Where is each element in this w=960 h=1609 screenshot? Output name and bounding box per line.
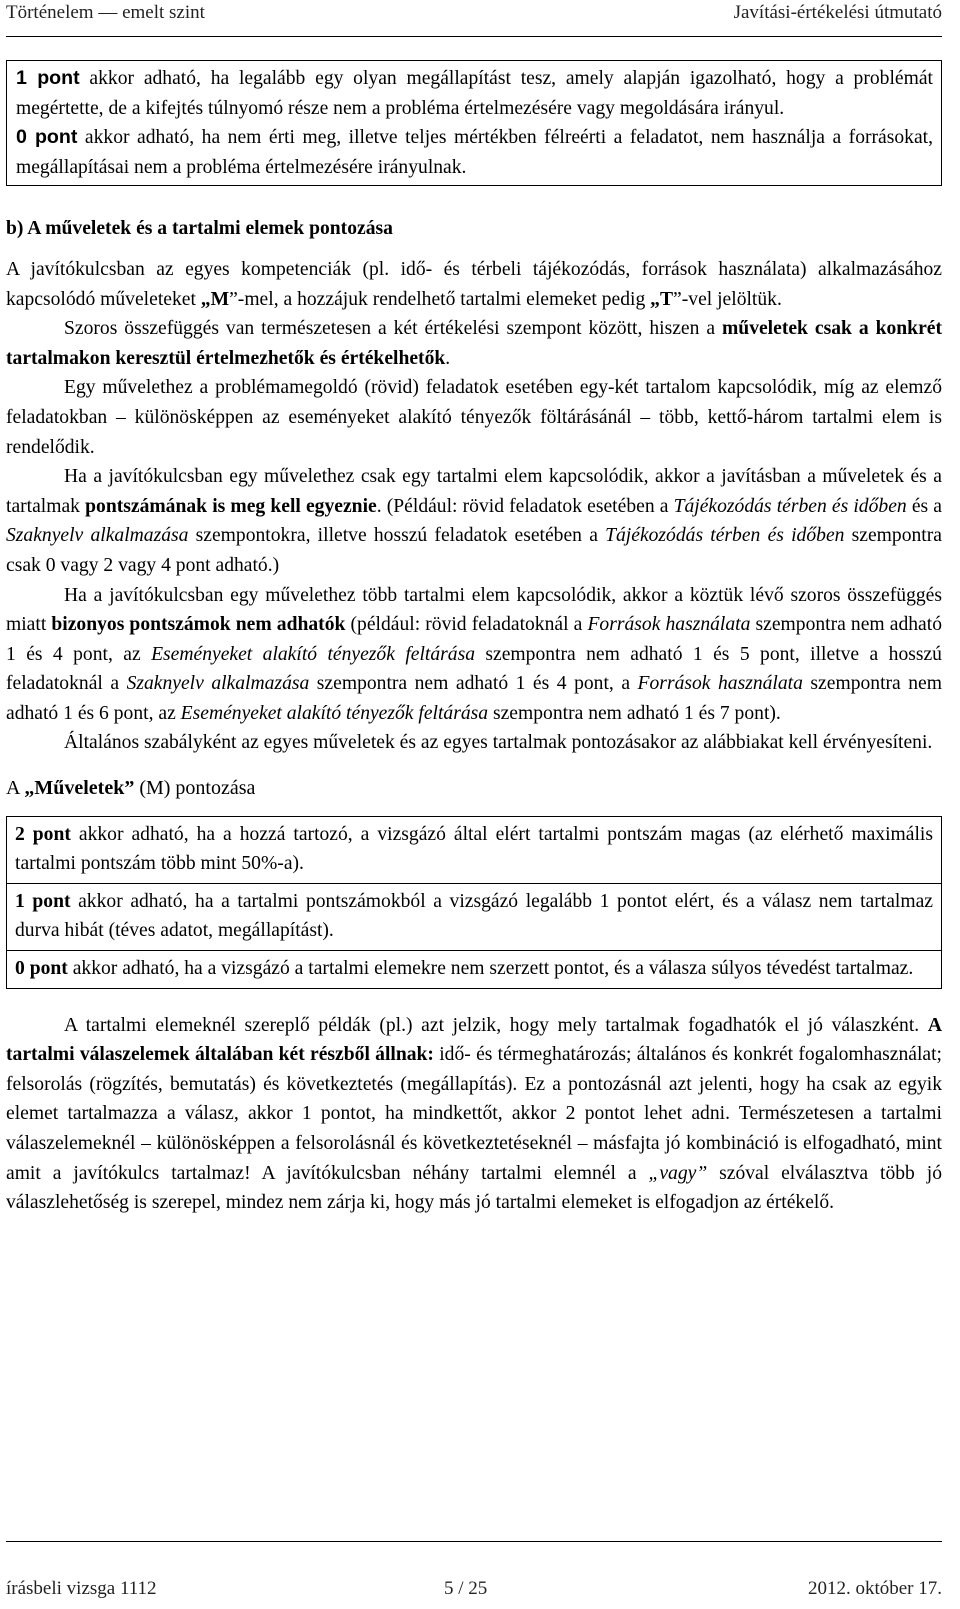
- scoring-0-point: 0 pont akkor adható, ha nem érti meg, illetve teljes mértékben félreérti a feladatot, nem használja a forrásokat, megállapításai nem a probléma értelmezésére irányulnak.: [16, 126, 933, 178]
- table-row: 2 pont akkor adható, ha a hozzá tartozó, a vizsgázó által elért tartalmi pontszám magas (az elérhető maximális tartalmi pontszám több mint 50%-a).: [7, 816, 942, 883]
- paragraph-general-rule: Általános szabályként az egyes műveletek és az egyes tartalmak pontozásakor az alábbiakat kell érvényesíteni.: [64, 732, 933, 754]
- operations-heading: A „Műveletek” (M) pontozása: [6, 777, 256, 800]
- page-footer: [6, 1541, 942, 1602]
- page-content: [6, 60, 942, 1218]
- table-row: 0 pont akkor adható, ha a vizsgázó a tartalmi elemekre nem szerzett pontot, és a válasza súlyos tévedést tartalmaz.: [7, 951, 942, 989]
- scoring-box-top: [6, 60, 942, 186]
- paragraph-single-element: Ha a javítókulcsban egy művelethez csak egy tartalmi elem kapcsolódik, akkor a javításban a műveletek és a tartalmak pontszámának is meg kell egyeznie. (Például: rövid feladatok esetében a Tájékozódás térben és időben és a Szaknyelv alkalmazása szempontokra, illetve hosszú feladatok esetében a Tájékozódás térben és időben szempontra csak 0 vagy 2 vagy 4 pont adható.): [6, 466, 942, 576]
- table-row: 1 pont akkor adható, ha a tartalmi pontszámokból a vizsgázó legalább 1 pontot elért, és a válasz nem tartalmaz durva hibát (téves adatot, megállapítást).: [7, 883, 942, 950]
- page-header: [6, 0, 942, 37]
- section-b-heading: b) A műveletek és a tartalmi elemek pontozása: [6, 218, 393, 240]
- header-subject: Történelem — emelt szint: [6, 2, 205, 23]
- footer-exam-id: írásbeli vizsga 1112: [6, 1578, 157, 1599]
- paragraph-content-examples: A tartalmi elemeknél szereplő példák (pl.) azt jelzik, hogy mely tartalmak fogadhatók el jó válaszként. A tartalmi válaszelemek általában két részből állnak: idő- és térmeghatározás; általános és konkrét fogalomhasználat; felsorolás (rögzítés, bemutatás) és következtetés (megállapítás). Ez a pontozásnál azt jelenti, hogy ha csak az egyik elemet tartalmazza a válasz, akkor 1 pontot, ha mindkettőt, akkor 2 pontot lehet adni. Természetesen a tartalmi válaszelemeknél – különösképpen a felsorolásnál és következtetéseknél – másfajta jó kombináció is elfogadható, mint amit a javítókulcs tartalmaz! A javítókulcsban néhány tartalmi elemnél a „vagy” szóval elválasztva több jó válaszlehetőség is szerepel, mindez nem zárja ki, hogy más jó tartalmi elemeket is elfogadjon az értékelő.: [6, 1014, 942, 1214]
- footer-page-number: 5 / 25: [444, 1578, 488, 1599]
- paragraph-markers: A javítókulcsban az egyes kompetenciák (pl. idő- és térbeli tájékozódás, források használata) alkalmazásához kapcsolódó műveleteket „M”-mel, a hozzájuk rendelhető tartalmi elemeket pedig „T”-vel jelöltük.: [6, 258, 942, 310]
- scoring-1-point: 1 pont akkor adható, ha legalább egy olyan megállapítást tesz, amely alapján igazolható, hogy a problémát megértette, de a kifejtés túlnyomó része nem a probléma értelmezésére vagy megoldására irányul.: [16, 67, 933, 119]
- paragraph-content-count: Egy művelethez a problémamegoldó (rövid) feladatok esetében egy-két tartalom kapcsolódik, míg az elemző feladatokban – különösképpen az eseményeket alakító tényezők föltárásánál – több, kettő-három tartalmi elem is rendelődik.: [6, 377, 942, 458]
- footer-date: 2012. október 17.: [807, 1578, 942, 1599]
- paragraph-multiple-elements: Ha a javítókulcsban egy művelethez több tartalmi elem kapcsolódik, akkor a köztük lévő szoros összefüggés miatt bizonyos pontszámok nem adhatók (például: rövid feladatoknál a Források használata szempontra nem adható 1 és 4 pont, az Eseményeket alakító tényezők feltárása szempontra nem adható 1 és 5 pont, illetve a hosszú feladatoknál a Szaknyelv alkalmazása szempontra nem adható 1 és 4 pont, a Források használata szempontra nem adható 1 és 6 pont, az Eseményeket alakító tényezők feltárása szempontra nem adható 1 és 7 pont).: [6, 584, 942, 724]
- paragraph-relation: Szoros összefüggés van természetesen a két értékelési szempont között, hiszen a műveletek csak a konkrét tartalmakon keresztül értelmezhetők és értékelhetők.: [6, 318, 942, 369]
- header-doc-type: Javítási-értékelési útmutató: [733, 2, 942, 23]
- operations-scoring-table: [6, 816, 942, 989]
